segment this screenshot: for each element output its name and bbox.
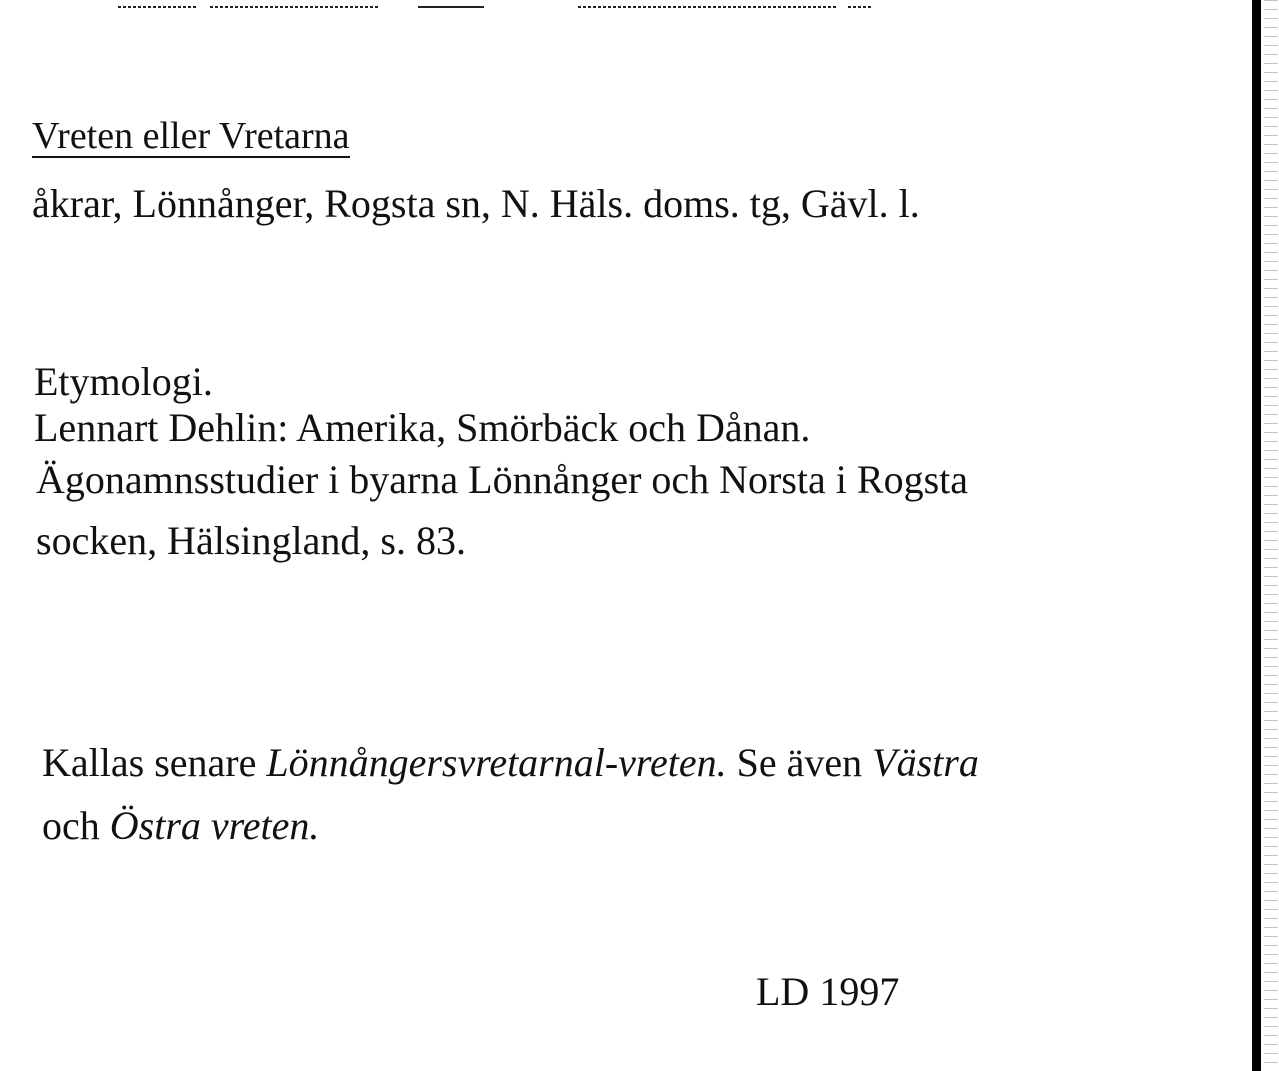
note-line2-prefix: och [42, 803, 110, 848]
etymology-title: Etymologi. [34, 359, 213, 404]
scan-mark [210, 6, 380, 8]
place-description: åkrar, Lönnånger, Rogsta sn, N. Häls. doms. tg, Gävl. l. [32, 181, 920, 226]
note-middle: Se även [726, 740, 873, 785]
scan-mark [118, 6, 198, 8]
note-italic-name-3: Östra vreten. [109, 803, 320, 848]
note-line-2 [42, 804, 319, 848]
etymology-reference-line-2: Ägonamnsstudier i byarna Lönnånger och Norsta i Rogsta [36, 457, 969, 502]
scan-mark [848, 6, 872, 8]
note-italic-name-1: Lönnångersvretarnal-vreten. [266, 740, 727, 785]
place-name-heading: Vreten eller Vretarna [32, 115, 350, 157]
card-edge [1252, 0, 1261, 1071]
scan-speckle [1264, 0, 1278, 1071]
etymology-reference-line-1: Lennart Dehlin: Amerika, Smörbäck och Dånan. [34, 405, 811, 450]
signature: LD 1997 [756, 969, 900, 1014]
scan-mark [578, 6, 838, 8]
scan-mark [418, 6, 484, 8]
note-prefix: Kallas senare [42, 740, 267, 785]
etymology-reference-line-3: socken, Hälsingland, s. 83. [36, 518, 466, 563]
note-line-1 [42, 741, 979, 785]
note-italic-name-2: Västra [872, 740, 979, 785]
